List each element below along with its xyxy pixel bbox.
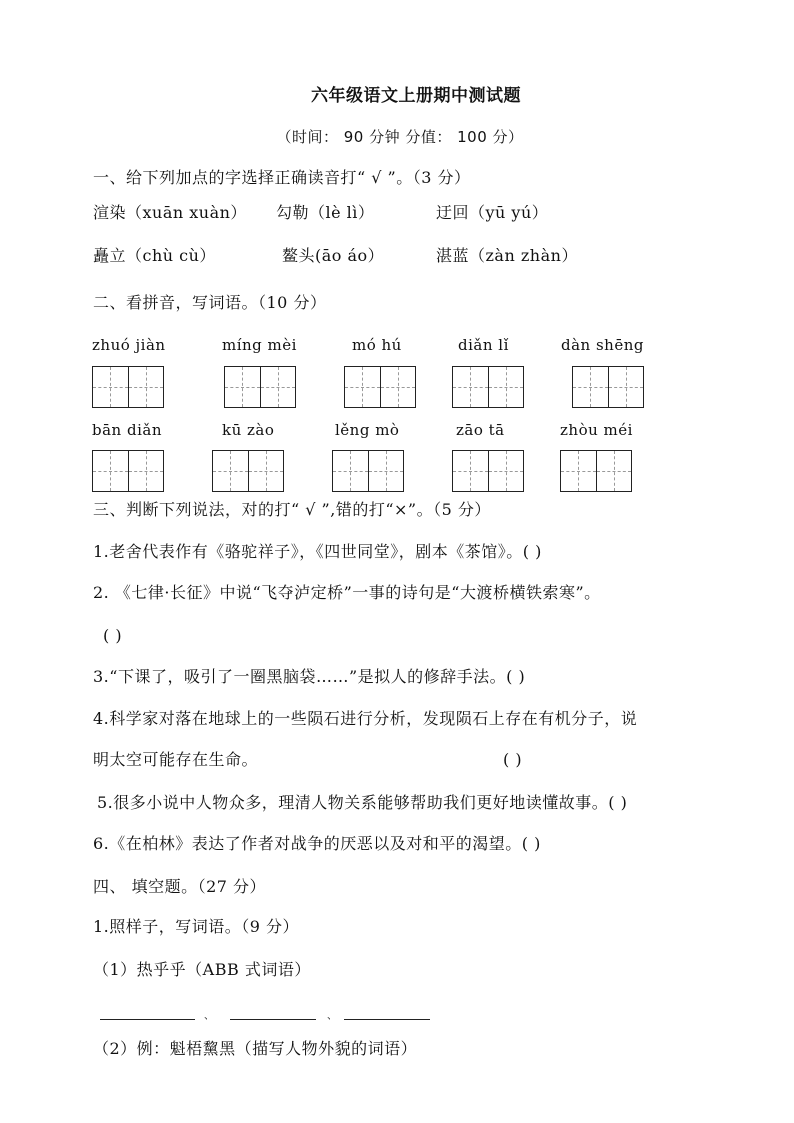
pinyin-label: zāo tā	[456, 421, 505, 439]
pinyin-label: zhòu méi	[560, 421, 633, 439]
writing-box[interactable]	[92, 450, 164, 492]
question-item: （2）例：魁梧黧黑（描写人物外貌的词语）	[93, 1039, 418, 1058]
pinyin-choice: 迂回（yū yú）	[436, 203, 549, 222]
answer-paren: ( )	[103, 626, 123, 645]
pinyin-label: zhuó jiàn	[92, 336, 166, 354]
writing-box[interactable]	[452, 450, 524, 492]
pinyin-label: lěng mò	[335, 421, 400, 439]
question: 6.《在柏林》表达了作者对战争的厌恶以及对和平的渴望。( )	[93, 834, 541, 853]
section4-heading: 四、 填空题。（27 分）	[93, 877, 267, 896]
question: 明太空可能存在生命。	[93, 750, 259, 769]
exam-info: （时间： 90 分钟 分值： 100 分）	[276, 128, 524, 146]
writing-box[interactable]	[224, 366, 296, 408]
pinyin-label: bān diǎn	[92, 421, 162, 439]
question: 5.很多小说中人物众多，理清人物关系能够帮助我们更好地读懂故事。( )	[97, 793, 628, 812]
answer-blank[interactable]	[344, 1019, 430, 1020]
separator-mark: 、	[204, 1011, 214, 1022]
question: 3.“下课了，吸引了一圈黑脑袋……”是拟人的修辞手法。( )	[93, 667, 526, 686]
writing-box[interactable]	[572, 366, 644, 408]
question: 2. 《七律·长征》中说“飞夺泸定桥”一事的诗句是“大渡桥横铁索寒”。	[93, 583, 601, 602]
answer-blank[interactable]	[100, 1019, 195, 1020]
pinyin-label: mó hú	[352, 336, 402, 354]
section1-heading: 一、给下列加点的字选择正确读音打“ √ ”。（3 分）	[93, 168, 471, 187]
pinyin-choice: 鳌头(āo áo）	[282, 246, 385, 265]
section2-heading: 二、看拼音，写词语。（10 分）	[93, 293, 327, 312]
pinyin-choice: 渲染（xuān xuàn）	[93, 203, 247, 222]
writing-box[interactable]	[452, 366, 524, 408]
section3-heading: 三、判断下列说法，对的打“ √ ”,错的打“×”。（5 分）	[93, 500, 491, 519]
pinyin-choice: 矗立（chù cù）	[93, 246, 216, 265]
page-title: 六年级语文上册期中测试题	[311, 86, 521, 106]
writing-box[interactable]	[92, 366, 164, 408]
subheading: 1.照样子，写词语。（9 分）	[93, 917, 300, 936]
answer-paren: ( )	[503, 750, 523, 769]
pinyin-label: diǎn lǐ	[458, 336, 509, 354]
separator-mark: 、	[327, 1011, 337, 1022]
writing-box[interactable]	[560, 450, 632, 492]
answer-blank[interactable]	[230, 1019, 316, 1020]
question-item: （1）热乎乎（ABB 式词语）	[93, 960, 311, 979]
writing-box[interactable]	[212, 450, 284, 492]
pinyin-label: dàn shēng	[561, 336, 644, 354]
pinyin-choice: 勾勒（lè lì）	[276, 203, 375, 222]
question: 4.科学家对落在地球上的一些陨石进行分析，发现陨石上存在有机分子，说	[93, 709, 638, 728]
writing-box[interactable]	[332, 450, 404, 492]
question: 1.老舍代表作有《骆驼祥子》，《四世同堂》，剧本《茶馆》。( )	[93, 542, 542, 561]
writing-box[interactable]	[344, 366, 416, 408]
pinyin-label: míng mèi	[222, 336, 297, 354]
pinyin-choice: 湛蓝（zàn zhàn）	[436, 246, 578, 265]
pinyin-label: kū zào	[222, 421, 275, 439]
